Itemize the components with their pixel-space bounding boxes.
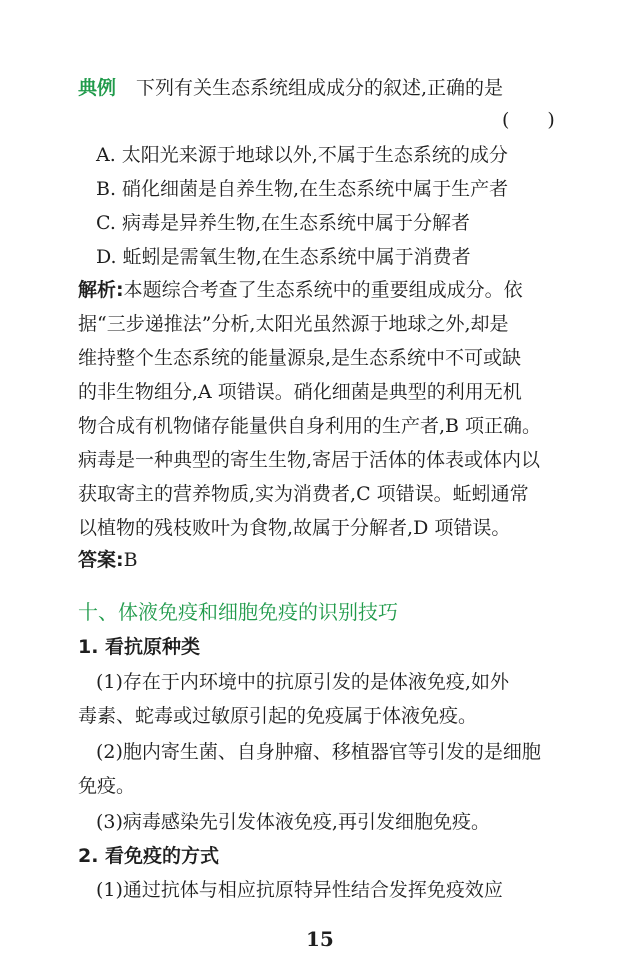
analysis-line-5: 物合成有机物储存能量供自身利用的生产者,B 项正确。 bbox=[78, 415, 542, 437]
analysis-line-8: 以植物的残枝败叶为食物,故属于分解者,D 项错误。 bbox=[78, 517, 511, 539]
subsection-1-title: 1. 看抗原种类 bbox=[78, 636, 201, 658]
answer-bracket: ( ) bbox=[502, 109, 555, 131]
analysis-line-2: 据“三步递推法”分析,太阳光虽然源于地球之外,却是 bbox=[78, 313, 509, 335]
section-title: 十、体液免疫和细胞免疫的识别技巧 bbox=[78, 600, 398, 624]
answer-value: B bbox=[123, 549, 138, 571]
analysis-line-3: 维持整个生态系统的能量源泉,是生态系统中不可或缺 bbox=[78, 347, 522, 369]
option-c: C. 病毒是异养生物,在生态系统中属于分解者 bbox=[96, 212, 470, 234]
item1-line-1: (1)存在于内环境中的抗原引发的是体液免疫,如外 bbox=[96, 671, 509, 693]
option-b: B. 硝化细菌是自养生物,在生态系统中属于生产者 bbox=[96, 178, 509, 200]
subsection-2-title: 2. 看免疫的方式 bbox=[78, 845, 220, 867]
example-question-line bbox=[78, 74, 503, 102]
item3-line-1: (3)病毒感染先引发体液免疫,再引发细胞免疫。 bbox=[96, 811, 490, 833]
analysis-line-7: 获取寄主的营养物质,实为消费者,C 项错误。蚯蚓通常 bbox=[78, 483, 529, 505]
page-number: 15 bbox=[306, 927, 334, 951]
option-a: A. 太阳光来源于地球以外,不属于生态系统的成分 bbox=[96, 144, 508, 166]
option-d: D. 蚯蚓是需氧生物,在生态系统中属于消费者 bbox=[96, 246, 471, 268]
item4-line-1: (1)通过抗体与相应抗原特异性结合发挥免疫效应 bbox=[96, 879, 503, 901]
item2-line-1: (2)胞内寄生菌、自身肿瘤、移植器官等引发的是细胞 bbox=[96, 741, 541, 763]
analysis-label: 解析: bbox=[78, 279, 124, 301]
analysis-line-1: 解析:本题综合考查了生态系统中的重要组成成分。依 bbox=[78, 279, 523, 301]
item2-line-2: 免疫。 bbox=[78, 775, 136, 797]
item1-line-2: 毒素、蛇毒或过敏原引起的免疫属于体液免疫。 bbox=[78, 705, 478, 727]
example-tag: 典例 bbox=[78, 77, 117, 99]
answer-line bbox=[78, 546, 138, 574]
example-question: 下列有关生态系统组成成分的叙述,正确的是 bbox=[136, 77, 504, 99]
answer-label: 答案: bbox=[78, 549, 124, 571]
analysis-line-4: 的非生物组分,A 项错误。硝化细菌是典型的利用无机 bbox=[78, 381, 522, 403]
analysis-line-6: 病毒是一种典型的寄生生物,寄居于活体的体表或体内以 bbox=[78, 449, 541, 471]
